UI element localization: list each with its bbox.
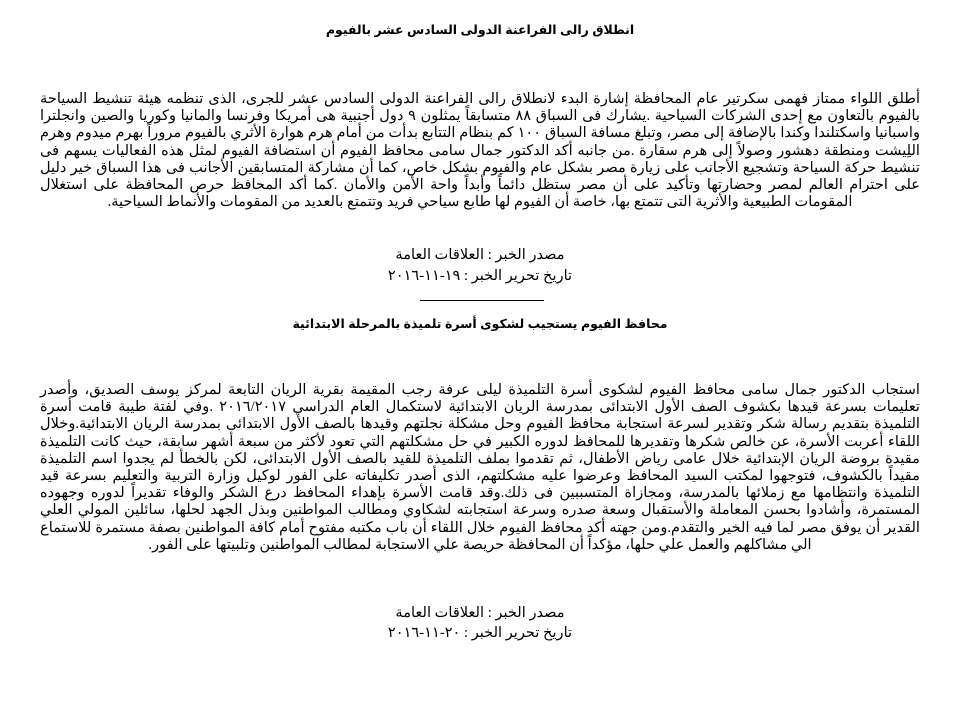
news-page — [40, 0, 920, 720]
article-1-source: مصدر الخبر : العلاقات العامة — [395, 247, 565, 263]
article-1-title: انطلاق رالى الفراعنة الدولى السادس عشر بالفيوم — [325, 23, 635, 37]
article-divider — [420, 300, 544, 301]
article-2-date: تاريخ تحرير الخبر : ٢٠-١١-٢٠١٦ — [387, 625, 573, 641]
article-2-source: مصدر الخبر : العلاقات العامة — [395, 605, 565, 621]
article-2-body: استجاب الدكتور جمال سامى محافظ الفيوم لشكوى أسرة التلميذة ليلى عرفة رجب المقيمة بقرية الريان التابعة لمركز يوسف الصديق، وأصدر تعليمات بسرعة قيدها بكشوف الصف الأول الابتدائى بمدرسة الريان الابتدائية لاستكمال العام الدراسي ٢٠١٦/٢٠١٧ .وفي لفتة طيبة قامت أسرة التلميذة بتقديم رسالة شكر وتقدير لسرعة استجابة محافظ الفيوم وحل مشكلة نجلتهم وقيدها بالصف الأول الابتدائى بمدرسة الريان الابتدائية.وخلال اللقاء أعربت الأسرة، عن خالص شكرها وتقديرها للمحافظ لدوره الكبير في حل مشكلتهم التي تعود لأكثر من سبعة أشهر سابقة، حيث كانت التلميذة مقيدة بروضة الريان الإبتدائية خلال عامى رياض الأطفال، ثم تقدموا بملف التلميذة للقيد بالصف الأول الابتدائى، لكن بالخطأ لم يجدوا اسم التلميذة مقيداً بالكشوف، فتوجهوا لمكتب السيد المحافظ وعرضوا عليه مشكلتهم، الذى أصدر تكليفاته على الفور لوكيل وزارة التربية والتعليم بسرعة قيد التلميذة وانتظامها مع زملائها بالمدرسة، ومجازاة المتسببين فى ذلك.وقد قامت الأسرة بإهداء المحافظ درع الشكر والوفاء تقديراً لدوره وجهوده المستمرة، وأشادوا بحسن المعاملة والأستقبال وسعة صدره وسرعة استجابته لشكاوي ومطالب المواطنين وبذل الجهد لحلها، سائلين المولي العلي القدير أن يوفق مصر لما فيه الخير والتقدم.ومن جهته أكد محافظ الفيوم خلال اللقاء أن باب مكتبه مفتوح أمام كافة المواطنين بصفة مستمرة للاستماع الي مشاكلهم والعمل علي حلها، مؤكداً أن المحافظة حريصة علي الاستجابة لمطالب المواطنين وتلبيتها على الفور. — [40, 382, 920, 553]
article-1-date: تاريخ تحرير الخبر : ١٩-١١-٢٠١٦ — [387, 268, 573, 284]
article-1-body: أطلق اللواء ممتاز فهمى سكرتير عام المحافظة إشارة البدء لانطلاق رالى الفراعنة الدولى السادس عشر للجرى، الذى تنظمه هيئة تنشيط السياحة بالفيوم بالتعاون مع إحدى الشركات السياحية .يشارك فى السباق ٨٨ متسابقاً يمثلون ٩ دول أجنبية هى أمريكا وفرنسا والمانيا وكوريا والصين وانجلترا واسبانيا واسكتلندا وكندا بالإضافة إلى مصر، وتبلغ مسافة السباق ١٠٠ كم بنظام التتابع بدأت من أمام هرم هوارة الأثري بالفيوم مروراً بهرم ميدوم وهرم اللِيشت ومنطقة دهشور وصولاً إلى هرم سقارة .من جانبه أكد الدكتور جمال سامى محافظ الفيوم أن استضافة الفيوم لمثل هذه الفعاليات يسهم فى تنشيط حركة السياحة وتشجيع الأجانب على زيارة مصر بشكل عام والفيوم بشكل خاص، كما أن مشاركة المتسابقين الأجانب فى هذا السباق خير دليل على احترام العالم لمصر وحضارتها وتأكيد على أن مصر ستظل دائماً وأبداً واحة الأمن والأمان .كما أكد المحافظ حرص المحافظة على استغلال المقومات الطبيعية والأثرية التى تتمتع بها، خاصة أن الفيوم لها طابع سياحي فريد وتتمتع بالعديد من المقومات والأنماط السياحية. — [40, 91, 920, 211]
article-2-title: محافظ الفيوم يستجيب لشكوى أسرة تلميذة بالمرحلة الابتدائية — [292, 317, 668, 331]
